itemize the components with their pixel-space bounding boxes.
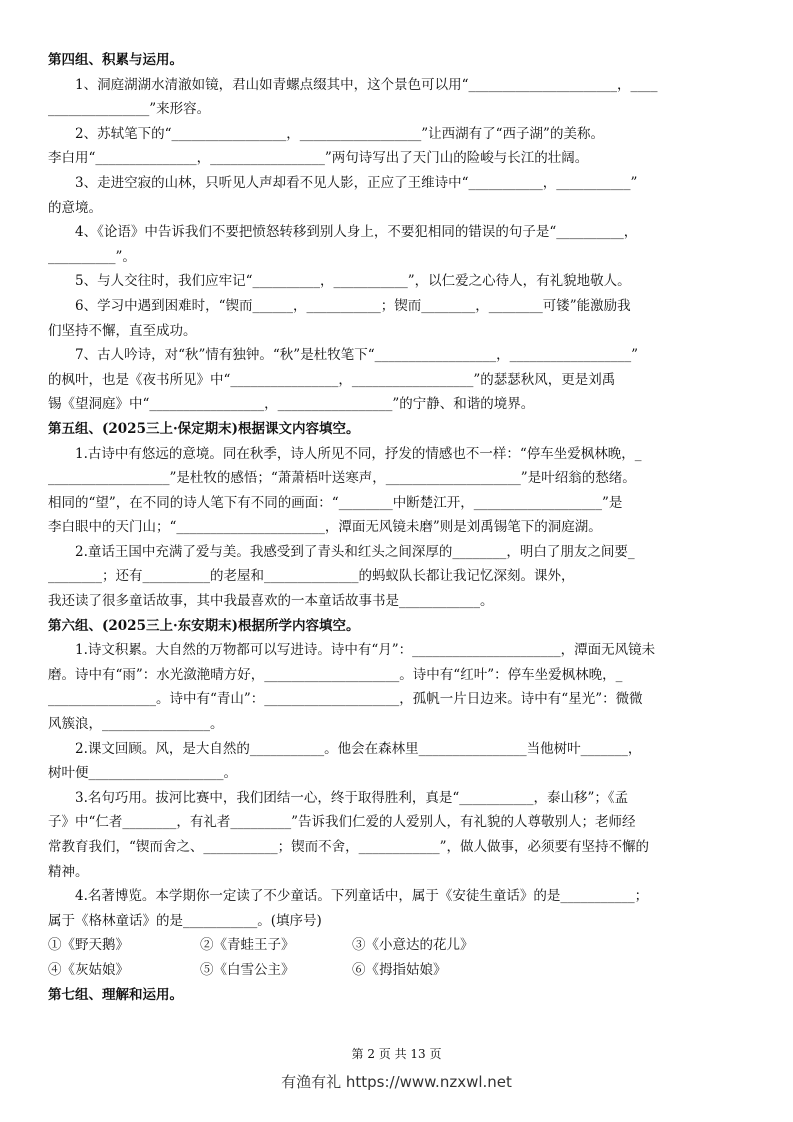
question-text: 我还读了很多童话故事，其中我最喜欢的一本童话故事书是____________。 <box>48 593 494 610</box>
question-text: 2.课文回顾。风，是大自然的___________。他会在森林里________________当他树叶_______， <box>75 740 642 757</box>
option-item: ⑥《拇指姑娘》 <box>352 961 447 978</box>
watermark-text: 有渔有礼 https://www.nzxwl.net <box>281 1073 512 1091</box>
question-text: 锡《望洞庭》中“_________________，_________________”的宁静、和谐的境界。 <box>48 396 535 413</box>
question-text: 1、洞庭湖湖水清澈如镜，君山如青螺点缀其中，这个景色可以用“______________________，____ <box>75 76 658 93</box>
section-heading: 第四组、积累与运用。 <box>48 52 183 68</box>
question-text: 7、古人吟诗，对“秋”情有独钟。“秋”是杜牧笔下“__________________，__________________” <box>75 347 638 364</box>
options-row <box>48 933 747 958</box>
question-text: 1.诗文积累。大自然的万物都可以写进诗。诗中有“月”：______________________，潭面无风镜未 <box>75 642 656 659</box>
question-text: 精神。 <box>48 863 89 880</box>
question-text: ________；还有__________的老屋和______________的蚂蚁队长都让我记忆深刻。课外， <box>48 568 575 585</box>
section-heading: 第七组、理解和运用。 <box>48 986 183 1003</box>
question-text: 们坚持不懈，直至成功。 <box>48 322 197 339</box>
question-text: 属于《格林童话》的是___________。(填序号) <box>48 912 322 929</box>
question-text: 2.童话王国中充满了爱与美。我感受到了青头和红头之间深厚的________，明白了朋友之间要_ <box>75 543 635 560</box>
question-text: 4.名著博览。本学期你一定读了不少童话。下列童话中，属于《安徒生童话》的是___________； <box>75 888 649 905</box>
question-text: 磨。诗中有“雨”：水光潋滟晴方好，____________________。诗中有“红叶”：停车坐爱枫林晚，_ <box>48 666 623 683</box>
question-text: _______________”来形容。 <box>48 101 211 118</box>
question-text: 子》中“仁者________，有礼者_________”告诉我们仁爱的人爱别人，有礼貌的人尊敬别人；老师经 <box>48 814 636 831</box>
option-item: ①《野天鹅》 <box>48 937 129 954</box>
page-number: 第 2 页 共 13 页 <box>351 1047 442 1061</box>
question-text: 风簇浪，________________。 <box>48 716 224 733</box>
question-text: __________________”是杜牧的感悟；“萧萧梧叶送寒声，____________________”是叶绍翁的愁绪。 <box>48 470 636 487</box>
question-text: __________”。 <box>48 248 136 265</box>
question-text: 3、走进空寂的山林，只听见人声却看不见人影，正应了王维诗中“___________，___________” <box>75 174 638 191</box>
question-text: 4、《论语》中告诉我们不要把愤怒转移到别人身上，不要犯相同的错误的句子是“__________， <box>75 224 638 241</box>
question-text: 的意境。 <box>48 199 102 216</box>
question-text: 李白眼中的天门山；“______________________，潭面无风镜未磨”则是刘禹锡笔下的洞庭湖。 <box>48 519 602 536</box>
option-item: ⑤《白雪公主》 <box>200 961 295 978</box>
question-text: 1.古诗中有悠远的意境。同在秋季，诗人所见不同，抒发的情感也不一样：“停车坐爱枫林晚，_ <box>75 445 642 462</box>
question-text: 6、学习中遇到困难时，“锲而______，___________；锲而________，________可镂”能激励我 <box>75 297 631 314</box>
question-text: 3.名句巧用。拔河比赛中，我们团结一心，终于取得胜利，真是“___________，泰山移”；《孟 <box>75 789 629 806</box>
question-text: 2、苏轼笔下的“_________________，__________________”让西湖有了“西子湖”的美称。 <box>75 125 604 142</box>
option-item: ④《灰姑娘》 <box>48 961 129 978</box>
option-item: ②《青蛙王子》 <box>200 937 295 954</box>
question-text: 的枫叶，也是《夜书所见》中“________________，__________________”的瑟瑟秋风，更是刘禹 <box>48 371 616 388</box>
question-text: 李白用“_______________，_________________”两句诗写出了天门山的险峻与长江的壮阔。 <box>48 150 589 167</box>
question-text: 相同的“望”，在不同的诗人笔下有不同的画面：“________中断楚江开，___________________”是 <box>48 494 623 511</box>
section-heading: 第六组、(2025三上·东安期末)根据所学内容填空。 <box>48 617 360 634</box>
question-text: 树叶便____________________。 <box>48 765 237 782</box>
question-text: 常教育我们，“锲而舍之、___________；锲而不舍，____________”，做人做事，必须要有坚持不懈的 <box>48 839 650 855</box>
question-text: ________________。诗中有“青山”：____________________，孤帆一片日边来。诗中有“星光”：微微 <box>48 691 643 708</box>
question-text: 5、与人交往时，我们应牢记“__________，___________”，以仁爱之心待人，有礼貌地敬人。 <box>75 273 631 290</box>
worksheet-page <box>48 48 747 1007</box>
section-heading: 第五组、(2025三上·保定期末)根据课文内容填空。 <box>48 420 360 437</box>
options-row <box>48 958 747 983</box>
option-item: ③《小意达的花儿》 <box>352 937 474 954</box>
